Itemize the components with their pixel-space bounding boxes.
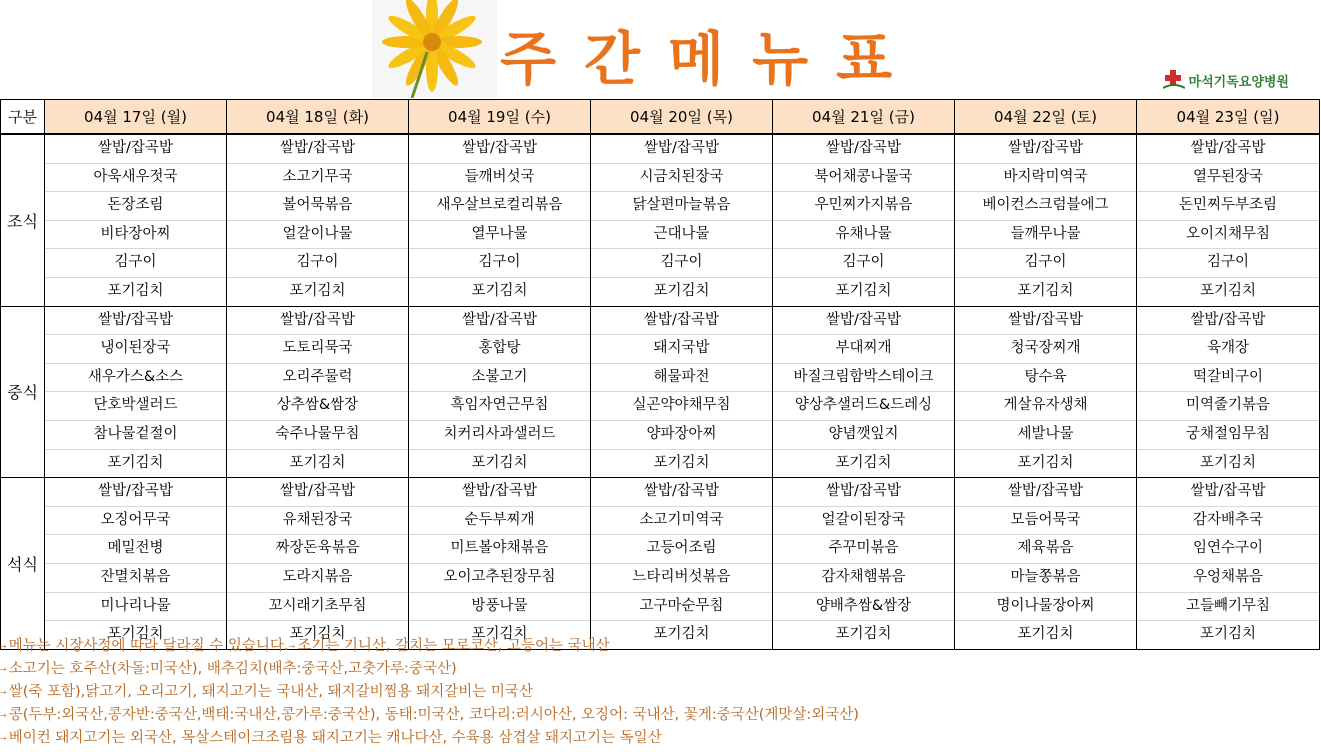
menu-item: 숙주나물무침 <box>227 421 408 450</box>
hospital-cross-icon <box>1163 70 1185 90</box>
meal-label: 석식 <box>1 478 45 650</box>
menu-cell <box>591 134 773 306</box>
menu-cell <box>955 478 1137 650</box>
menu-cell <box>409 306 591 478</box>
menu-item: 포기김치 <box>835 626 892 643</box>
arrow-icon: → <box>0 734 7 743</box>
menu-item: 포기김치 <box>107 626 164 643</box>
menu-item: 쌀밥/잡곡밥 <box>1137 478 1319 507</box>
menu-item: 치커리사과샐러드 <box>409 421 590 450</box>
menu-item: 시금치된장국 <box>591 164 772 193</box>
menu-item: 단호박샐러드 <box>45 392 226 421</box>
menu-item: 김구이 <box>773 249 954 278</box>
menu-item: 포기김치 <box>1199 454 1257 471</box>
page-header <box>0 0 1321 100</box>
menu-item: 열무된장국 <box>1137 164 1319 193</box>
menu-item: 얼갈이나물 <box>227 221 408 250</box>
day-header: 04월 21일 (금) <box>773 100 955 135</box>
menu-item: 볼어묵볶음 <box>227 192 408 221</box>
arrow-icon: → <box>0 711 7 720</box>
arrow-icon: → <box>0 642 7 651</box>
menu-item: 미역줄기볶음 <box>1137 392 1319 421</box>
menu-item: 임연수구이 <box>1137 535 1319 564</box>
menu-cell <box>1137 306 1320 478</box>
menu-cell <box>591 306 773 478</box>
menu-item: 포기김치 <box>835 454 892 471</box>
note-text: 조기는 기니산, 갈치는 모로코산, 고등어는 국내산 <box>297 638 610 654</box>
menu-item: 북어채콩나물국 <box>773 164 954 193</box>
menu-item: 포기김치 <box>1017 282 1074 299</box>
note-line <box>0 658 1321 681</box>
arrow-icon: → <box>0 665 7 674</box>
menu-item: 쌀밥/잡곡밥 <box>773 135 954 164</box>
menu-item: 탕수육 <box>955 364 1136 393</box>
arrow-icon: → <box>288 642 296 651</box>
menu-item: 우엉채볶음 <box>1137 564 1319 593</box>
menu-cell <box>45 134 227 306</box>
menu-item: 고등어조림 <box>591 535 772 564</box>
notes-section <box>0 635 1321 750</box>
note-text: 소고기는 호주산(차돌:미국산), 배추김치(배추:중국산,고춧가루:중국산) <box>8 661 457 677</box>
menu-item: 느타리버섯볶음 <box>591 564 772 593</box>
menu-item: 떡갈비구이 <box>1137 364 1319 393</box>
menu-item: 양상추샐러드&드레싱 <box>773 392 954 421</box>
menu-cell <box>45 306 227 478</box>
menu-item: 참나물겉절이 <box>45 421 226 450</box>
meal-label: 조식 <box>1 134 45 306</box>
menu-item: 김구이 <box>591 249 772 278</box>
menu-item: 포기김치 <box>289 454 346 471</box>
table-header-row <box>1 100 1320 135</box>
menu-item: 쌀밥/잡곡밥 <box>227 478 408 507</box>
menu-item: 오이지채무침 <box>1137 221 1319 250</box>
menu-item: 청국장찌개 <box>955 335 1136 364</box>
menu-item: 양파장아찌 <box>591 421 772 450</box>
menu-cell <box>409 134 591 306</box>
menu-item: 김구이 <box>45 249 226 278</box>
menu-item: 들깨버섯국 <box>409 164 590 193</box>
note-text: 콩(두부:외국산,콩자반:중국산,백태:국내산,콩가루:중국산), 동태:미국산, 코다리:러시아산, 오징어: 국내산, 꽃게:중국산(게맛살:외국산) <box>8 707 859 723</box>
menu-item: 쌀밥/잡곡밥 <box>45 135 226 164</box>
menu-item: 포기김치 <box>653 454 710 471</box>
menu-item: 포기김치 <box>653 282 710 299</box>
menu-item: 쌀밥/잡곡밥 <box>45 307 226 336</box>
menu-item: 주꾸미볶음 <box>773 535 954 564</box>
menu-item: 포기김치 <box>1199 626 1257 643</box>
menu-item: 김구이 <box>227 249 408 278</box>
meal-row <box>1 306 1320 478</box>
menu-cell <box>227 134 409 306</box>
menu-item: 쌀밥/잡곡밥 <box>591 307 772 336</box>
menu-item: 아욱새우젓국 <box>45 164 226 193</box>
note-line <box>0 727 1321 750</box>
menu-item: 유채된장국 <box>227 507 408 536</box>
note-text: 메뉴는 시장사정에 따라 달라질 수 있습니다. <box>8 638 289 654</box>
menu-item: 쌀밥/잡곡밥 <box>227 135 408 164</box>
menu-item: 김구이 <box>409 249 590 278</box>
page-title: 주간메뉴표 <box>500 25 921 93</box>
menu-item: 꼬시래기초무침 <box>227 593 408 622</box>
corner-label: 구분 <box>1 100 45 135</box>
menu-item: 새우가스&소스 <box>45 364 226 393</box>
menu-item: 고들빼기무침 <box>1137 593 1319 622</box>
menu-item: 실곤약야채무침 <box>591 392 772 421</box>
menu-item: 쌀밥/잡곡밥 <box>227 307 408 336</box>
menu-item: 포기김치 <box>1199 282 1257 299</box>
menu-item: 미트볼야채볶음 <box>409 535 590 564</box>
menu-item: 포기김치 <box>1017 626 1074 643</box>
menu-cell <box>955 134 1137 306</box>
menu-item: 해물파전 <box>591 364 772 393</box>
day-header: 04월 17일 (월) <box>45 100 227 135</box>
menu-item: 쌀밥/잡곡밥 <box>773 307 954 336</box>
menu-item: 얼갈이된장국 <box>773 507 954 536</box>
menu-item: 오리주물럭 <box>227 364 408 393</box>
menu-item: 근대나물 <box>591 221 772 250</box>
menu-cell <box>773 478 955 650</box>
menu-item: 명이나물장아찌 <box>955 593 1136 622</box>
menu-item: 비타장아찌 <box>45 221 226 250</box>
menu-item: 쌀밥/잡곡밥 <box>409 307 590 336</box>
meal-row <box>1 134 1320 306</box>
menu-cell <box>227 306 409 478</box>
menu-item: 포기김치 <box>107 454 164 471</box>
menu-item: 감자채햄볶음 <box>773 564 954 593</box>
menu-item: 우민찌가지볶음 <box>773 192 954 221</box>
day-header: 04월 20일 (목) <box>591 100 773 135</box>
menu-item: 흑임자연근무침 <box>409 392 590 421</box>
menu-item: 육개장 <box>1137 335 1319 364</box>
menu-item: 상추쌈&쌈장 <box>227 392 408 421</box>
menu-cell <box>773 134 955 306</box>
menu-item: 포기김치 <box>289 282 346 299</box>
day-header: 04월 19일 (수) <box>409 100 591 135</box>
menu-item: 포기김치 <box>471 454 528 471</box>
menu-cell <box>1137 134 1320 306</box>
menu-item: 포기김치 <box>289 626 346 643</box>
menu-item: 게살유자생채 <box>955 392 1136 421</box>
menu-item: 모듬어묵국 <box>955 507 1136 536</box>
menu-item: 소고기미역국 <box>591 507 772 536</box>
menu-item: 돼지국밥 <box>591 335 772 364</box>
weekly-menu-table <box>0 99 1320 650</box>
note-line <box>0 635 1321 658</box>
menu-item: 포기김치 <box>471 282 528 299</box>
menu-item: 김구이 <box>1137 249 1319 278</box>
menu-item: 순두부찌개 <box>409 507 590 536</box>
menu-item: 미나리나물 <box>45 593 226 622</box>
menu-item: 들깨무나물 <box>955 221 1136 250</box>
menu-cell <box>773 306 955 478</box>
hospital-logo <box>1163 70 1289 90</box>
menu-item: 메밀전병 <box>45 535 226 564</box>
menu-item: 도라지볶음 <box>227 564 408 593</box>
menu-item: 짜장돈육볶음 <box>227 535 408 564</box>
menu-item: 양념깻잎지 <box>773 421 954 450</box>
menu-item: 김구이 <box>955 249 1136 278</box>
menu-item: 베이컨스크럼블에그 <box>955 192 1136 221</box>
menu-item: 감자배추국 <box>1137 507 1319 536</box>
menu-item: 고구마순무침 <box>591 593 772 622</box>
menu-item: 홍합탕 <box>409 335 590 364</box>
menu-item: 소불고기 <box>409 364 590 393</box>
menu-cell <box>227 478 409 650</box>
meal-label: 중식 <box>1 306 45 478</box>
menu-item: 쌀밥/잡곡밥 <box>409 135 590 164</box>
menu-item: 제육볶음 <box>955 535 1136 564</box>
menu-item: 쌀밥/잡곡밥 <box>955 307 1136 336</box>
menu-item: 포기김치 <box>835 282 892 299</box>
menu-cell <box>45 478 227 650</box>
menu-item: 포기김치 <box>471 626 528 643</box>
menu-item: 포기김치 <box>1017 454 1074 471</box>
menu-cell <box>591 478 773 650</box>
menu-item: 쌀밥/잡곡밥 <box>955 135 1136 164</box>
menu-item: 세발나물 <box>955 421 1136 450</box>
menu-item: 양배추쌈&쌈장 <box>773 593 954 622</box>
menu-item: 포기김치 <box>107 282 164 299</box>
menu-item: 궁채절임무침 <box>1137 421 1319 450</box>
flower-image <box>372 0 497 98</box>
menu-item: 쌀밥/잡곡밥 <box>409 478 590 507</box>
note-line <box>0 704 1321 727</box>
menu-item: 쌀밥/잡곡밥 <box>773 478 954 507</box>
menu-item: 마늘쫑볶음 <box>955 564 1136 593</box>
menu-item: 쌀밥/잡곡밥 <box>591 478 772 507</box>
menu-item: 부대찌개 <box>773 335 954 364</box>
menu-item: 닭살편마늘볶음 <box>591 192 772 221</box>
hospital-name: 마석기독요양병원 <box>1188 74 1289 90</box>
menu-item: 방풍나물 <box>409 593 590 622</box>
menu-item: 유채나물 <box>773 221 954 250</box>
menu-item: 도토리묵국 <box>227 335 408 364</box>
menu-item: 열무나물 <box>409 221 590 250</box>
menu-item: 쌀밥/잡곡밥 <box>1137 135 1319 164</box>
menu-item: 바질크림함박스테이크 <box>773 364 954 393</box>
menu-item: 쌀밥/잡곡밥 <box>45 478 226 507</box>
menu-item: 오징어무국 <box>45 507 226 536</box>
menu-item: 포기김치 <box>653 626 710 643</box>
menu-cell <box>955 306 1137 478</box>
day-header: 04월 23일 (일) <box>1137 100 1320 135</box>
menu-item: 돈민찌두부조림 <box>1137 192 1319 221</box>
note-text: 쌀(죽 포함),닭고기, 오리고기, 돼지고기는 국내산, 돼지갈비찜용 돼지갈비는 미국산 <box>8 684 533 700</box>
menu-item: 잔멸치볶음 <box>45 564 226 593</box>
menu-item: 오이고추된장무침 <box>409 564 590 593</box>
menu-item: 돈장조림 <box>45 192 226 221</box>
menu-item: 소고기무국 <box>227 164 408 193</box>
menu-cell <box>1137 478 1320 650</box>
menu-item: 쌀밥/잡곡밥 <box>1137 307 1319 336</box>
menu-item: 바지락미역국 <box>955 164 1136 193</box>
day-header: 04월 22일 (토) <box>955 100 1137 135</box>
menu-item: 쌀밥/잡곡밥 <box>591 135 772 164</box>
menu-item: 냉이된장국 <box>45 335 226 364</box>
note-text: 베이컨 돼지고기는 외국산, 목살스테이크조림용 돼지고기는 캐나다산, 수육용 삼겹살 돼지고기는 독일산 <box>8 730 662 746</box>
meal-row <box>1 478 1320 650</box>
menu-item: 새우살브로컬리볶음 <box>409 192 590 221</box>
menu-cell <box>409 478 591 650</box>
menu-item: 쌀밥/잡곡밥 <box>955 478 1136 507</box>
arrow-icon: → <box>0 688 7 697</box>
day-header: 04월 18일 (화) <box>227 100 409 135</box>
note-line <box>0 681 1321 704</box>
flower-icon <box>372 0 497 98</box>
